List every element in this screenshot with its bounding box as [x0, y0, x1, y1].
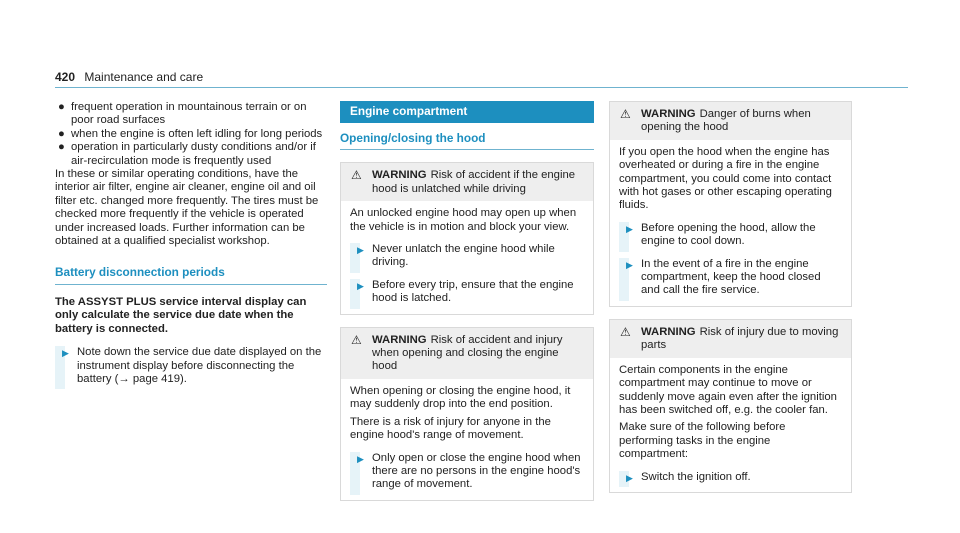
conditions-paragraph: In these or similar operating conditions, have the interior air filter, engine air cleaner, engine oil and oil filter etc. changed more frequently. The tires must be checked more frequently if the vehicle is operated under increased loads. Further information can be obtained at a qualified specialist workshop.: [55, 168, 319, 248]
warning-icon: ⚠: [620, 324, 631, 339]
instruction-step: ▶ Never unlatch the engine hood while driving.: [350, 243, 584, 270]
warning-box: ⚠ WARNING Risk of accident and injury when opening and closing the engine hood When opening or closing the engine hood, it may suddenly drop into the end position. There is a risk of injury for anyone in the engine hood's range of movement. ▶ Only open or close the engine hood when there are no persons in the engine hood's range of movement.: [340, 327, 594, 501]
warning-box: ⚠ WARNING Danger of burns when opening the hood If you open the hood when the engine has overheated or during a fire in the engine compartment, you could come into contact with hot gases or other escaping operating fluids. ▶ Before opening the hood, allow the engine to cool down. ▶ In the event of a fire in the engine compartment, keep the hood closed and call the fire service.: [609, 101, 852, 307]
section-name: Maintenance and care: [84, 70, 204, 84]
warning-box: ⚠ WARNING Risk of injury due to moving parts Certain components in the engine compartment may continue to move or suddenly move again even after the ignition has been switched off, e.g. the cooler fan. Make sure of the following before performing tasks in the engine compartment: ▶ Switch the ignition off.: [609, 319, 852, 493]
column-right: [609, 101, 852, 493]
warning-icon: ⚠: [351, 332, 362, 347]
list-item: ● when the engine is often left idling for long periods: [58, 127, 323, 140]
instruction-step: ▶ Only open or close the engine hood when there are no persons in the engine hood's range of movement.: [350, 452, 584, 492]
page-header: [55, 71, 203, 84]
arrow-icon: ▶: [357, 280, 364, 291]
column-middle: [340, 101, 594, 501]
page-number: 420: [55, 70, 76, 84]
section-title: Engine compartment: [340, 101, 594, 123]
assyst-heading: The ASSYST PLUS service interval display can only calculate the service due date when the battery is connected.: [55, 295, 307, 335]
warning-icon: ⚠: [351, 168, 362, 183]
sub-title: Opening/closing the hood: [340, 132, 594, 150]
instruction-step: ▶ Before every trip, ensure that the engine hood is latched.: [350, 279, 584, 306]
warning-box: ⚠ WARNING Risk of accident if the engine hood is unlatched while driving An unlocked engine hood may open up when the vehicle is in motion and block your view. ▶ Never unlatch the engine hood while driving. ▶ Before every trip, ensure that the engine hood is latched.: [340, 162, 594, 314]
arrow-icon: ▶: [626, 472, 633, 483]
condition-list: [55, 101, 327, 168]
header-rule: [55, 87, 908, 88]
arrow-icon: ▶: [62, 348, 69, 359]
list-item: ● frequent operation in mountainous terrain or on poor road surfaces: [58, 101, 307, 127]
arrow-icon: ▶: [357, 453, 364, 464]
battery-heading: Battery disconnection periods: [55, 266, 327, 284]
arrow-icon: ▶: [626, 223, 633, 234]
arrow-icon: ▶: [357, 245, 364, 256]
warning-icon: ⚠: [620, 107, 631, 121]
instruction-step: ▶ In the event of a fire in the engine compartment, keep the hood closed and call the fire service.: [619, 258, 842, 298]
column-left: [55, 101, 327, 386]
list-item: ● operation in particularly dusty conditions and/or if air-recirculation mode is frequently used: [58, 141, 316, 167]
instruction-step: ▶ Note down the service due date displayed on the instrument display before disconnecting the battery (→ page 419).: [55, 346, 327, 386]
instruction-step: ▶ Before opening the hood, allow the engine to cool down.: [619, 222, 842, 249]
instruction-step: ▶ Switch the ignition off.: [619, 471, 842, 484]
arrow-icon: ▶: [626, 259, 633, 270]
